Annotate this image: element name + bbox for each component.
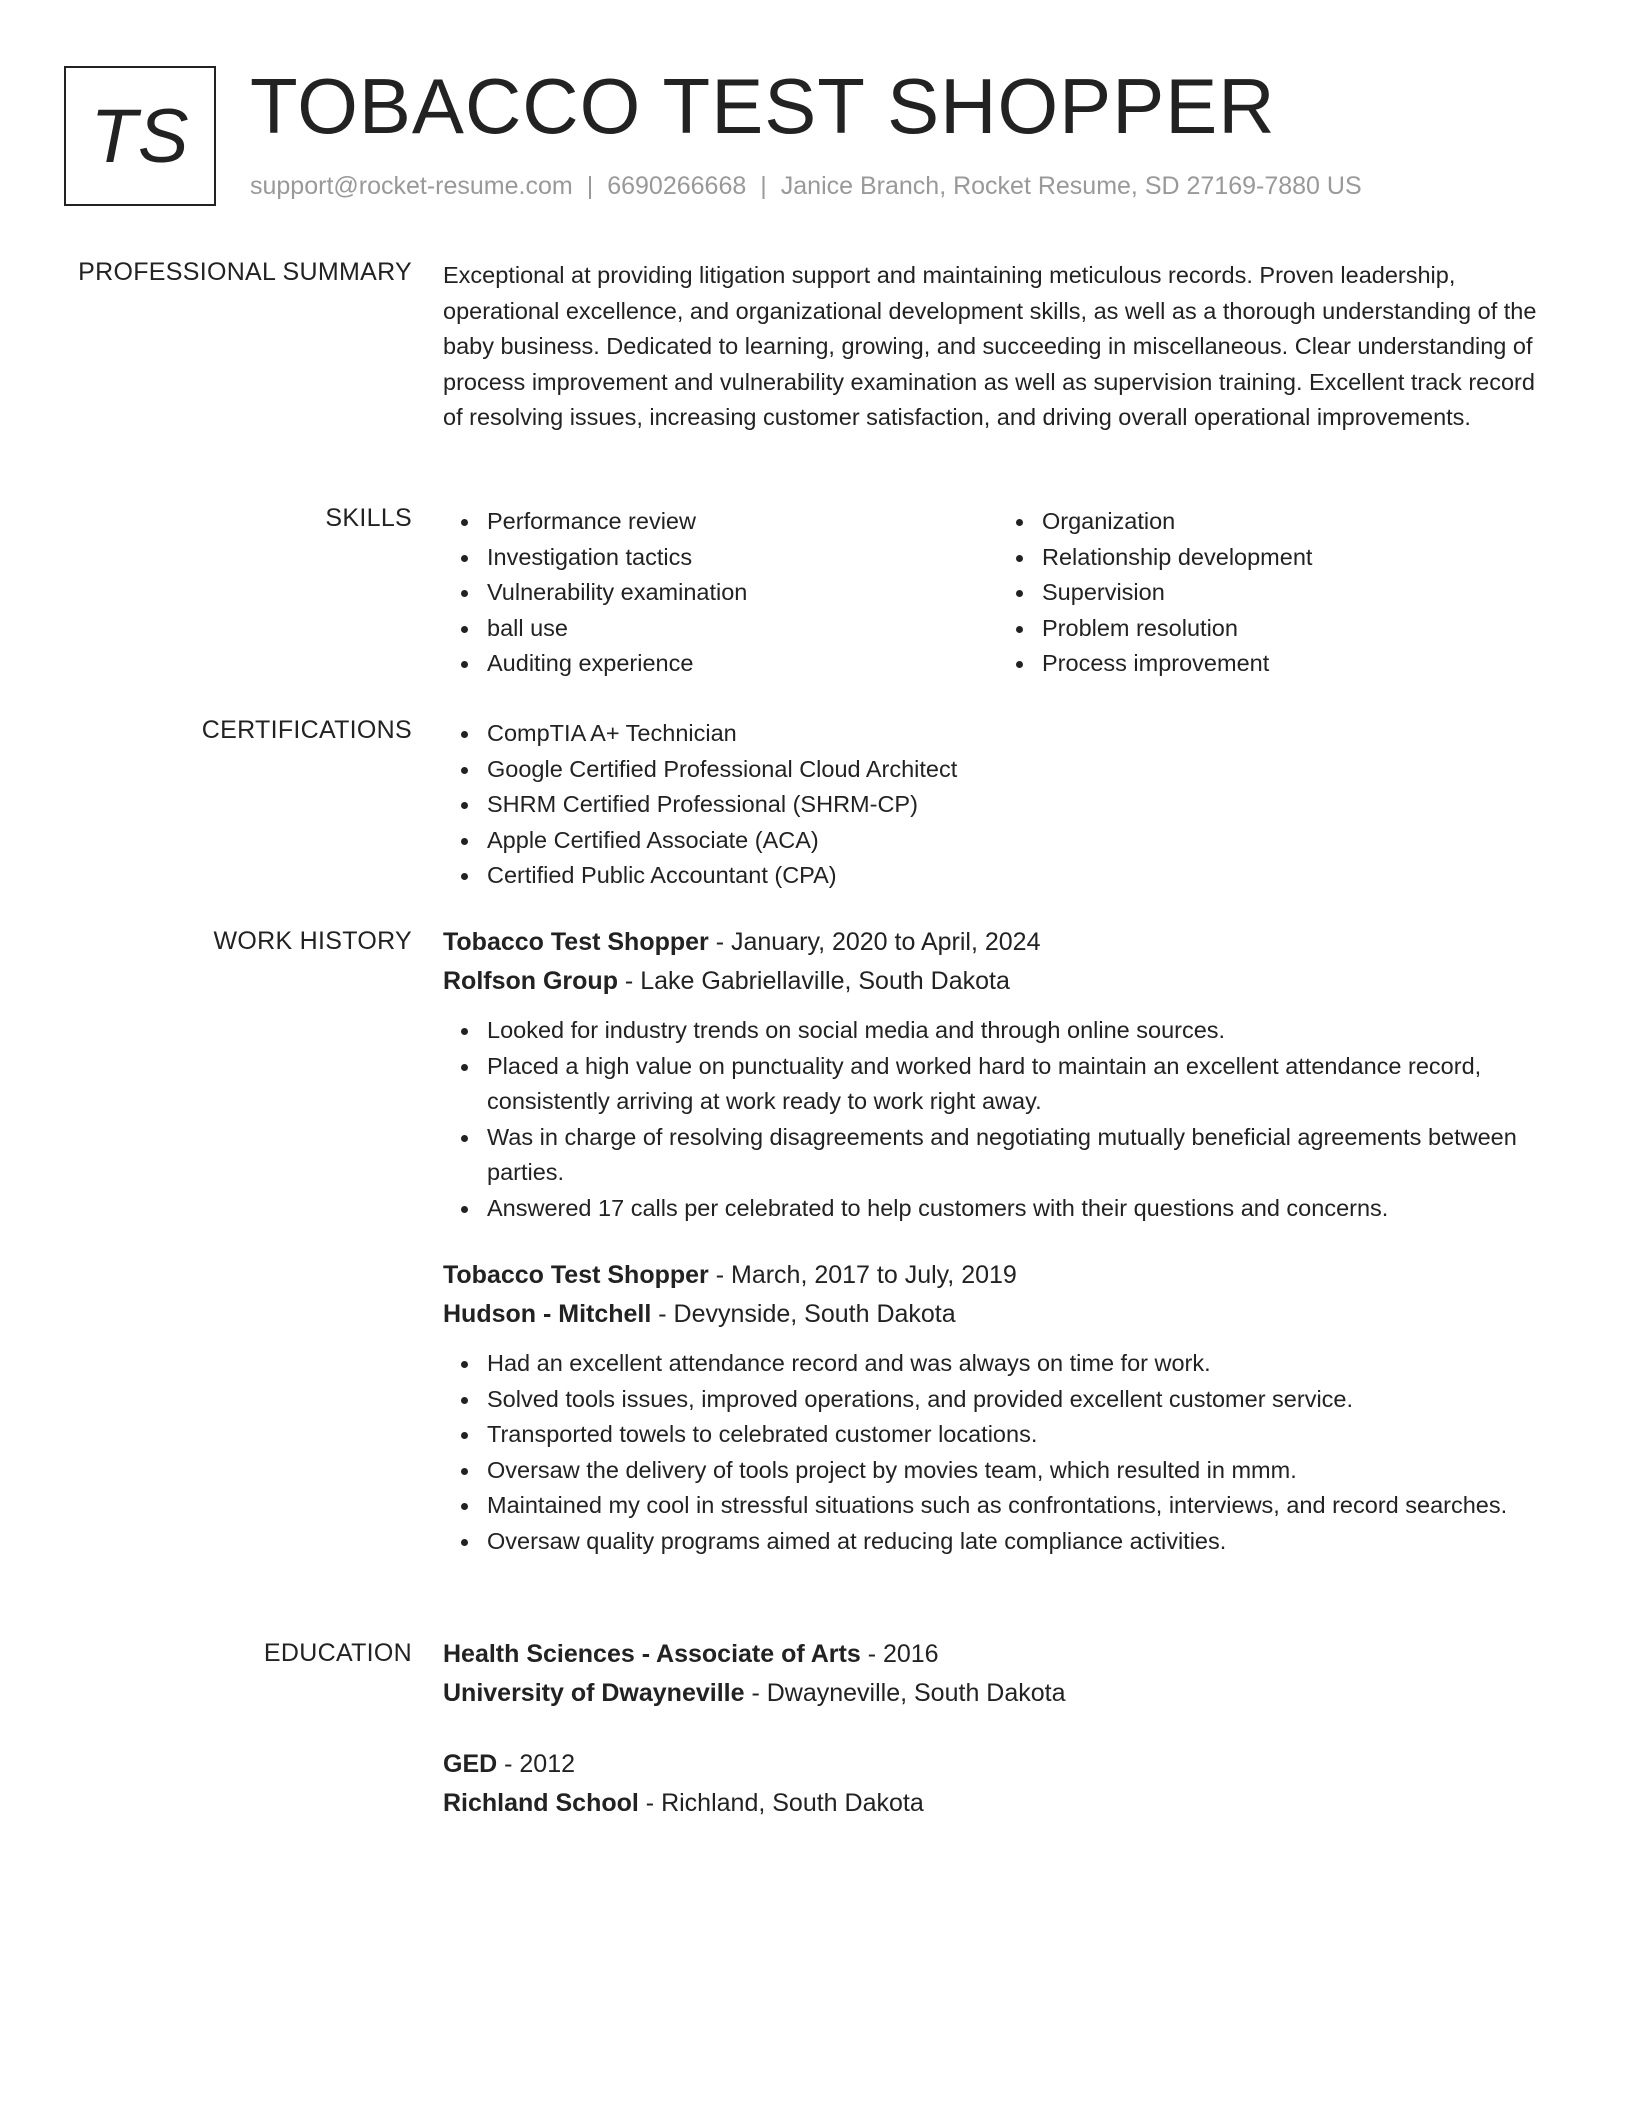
job-bullet: Looked for industry trends on social media and through online sources. bbox=[487, 1013, 1553, 1049]
education-location: - Richland, South Dakota bbox=[638, 1789, 924, 1817]
education-degree-line bbox=[443, 1635, 1553, 1674]
skills-column-left bbox=[443, 504, 998, 682]
skill-item: Investigation tactics bbox=[487, 540, 998, 576]
monogram-box bbox=[64, 66, 216, 206]
work-history-heading: WORK HISTORY bbox=[213, 927, 412, 955]
job-bullet: Was in charge of resolving disagreements and negotiating mutually beneficial agreements between parties. bbox=[487, 1120, 1553, 1191]
job-dates: - March, 2017 to July, 2019 bbox=[708, 1261, 1017, 1289]
skill-item: Process improvement bbox=[1042, 646, 1553, 682]
certifications-heading: CERTIFICATIONS bbox=[201, 716, 412, 744]
certifications-list bbox=[443, 716, 1553, 894]
contact-separator: | bbox=[760, 172, 767, 200]
education-year: - 2016 bbox=[860, 1640, 939, 1668]
skills-grid bbox=[443, 504, 1553, 682]
certification-item: Apple Certified Associate (ACA) bbox=[487, 823, 1553, 859]
job-bullets bbox=[443, 1013, 1553, 1226]
contact-address: Janice Branch, Rocket Resume, SD 27169-7880 US bbox=[780, 172, 1362, 200]
education-degree: Health Sciences - Associate of Arts bbox=[443, 1640, 861, 1668]
skill-item: Performance review bbox=[487, 504, 998, 540]
skills-heading: SKILLS bbox=[325, 504, 412, 532]
contact-separator: | bbox=[586, 172, 594, 200]
education-heading: EDUCATION bbox=[263, 1639, 412, 1667]
education-body bbox=[443, 1635, 1553, 1855]
job-company: Hudson - Mitchell bbox=[443, 1300, 652, 1328]
certification-item: SHRM Certified Professional (SHRM-CP) bbox=[487, 787, 1553, 823]
work-history-body bbox=[443, 923, 1553, 1589]
skill-item: Problem resolution bbox=[1042, 611, 1553, 647]
skill-item: Vulnerability examination bbox=[487, 575, 998, 611]
job-bullet: Transported towels to celebrated customer locations. bbox=[487, 1417, 1553, 1453]
education-year: - 2012 bbox=[497, 1750, 576, 1778]
skill-item: Organization bbox=[1042, 504, 1553, 540]
certification-item: Google Certified Professional Cloud Architect bbox=[487, 752, 1553, 788]
skill-item: Auditing experience bbox=[487, 646, 998, 682]
certification-item: CompTIA A+ Technician bbox=[487, 716, 1553, 752]
job-bullet: Solved tools issues, improved operations, and provided excellent customer service. bbox=[487, 1382, 1553, 1418]
education-school: University of Dwayneville bbox=[443, 1679, 745, 1707]
education-school-line bbox=[443, 1784, 1553, 1823]
candidate-name: TOBACCO TEST SHOPPER bbox=[250, 62, 1276, 150]
skill-item: Supervision bbox=[1042, 575, 1553, 611]
resume-header bbox=[64, 62, 1584, 208]
job-company-line bbox=[443, 1295, 1553, 1334]
education-entry bbox=[443, 1745, 1553, 1823]
job-bullet: Had an excellent attendance record and was always on time for work. bbox=[487, 1346, 1553, 1382]
summary-text: Exceptional at providing litigation support and maintaining meticulous records. Proven leadership, operational excellence, and organizational development skills, as well as a thorough understanding of the baby business. Dedicated to learning, growing, and succeeding in miscellaneous. Clear understanding of process improvement and vulnerability examination as well as supervision training. Excellent track record of resolving issues, increasing customer satisfaction, and driving overall operational improvements. bbox=[443, 262, 1537, 430]
contact-email: support@rocket-resume.com bbox=[250, 172, 573, 200]
skills-body bbox=[443, 504, 1553, 682]
job-bullet: Placed a high value on punctuality and worked hard to maintain an excellent attendance record, consistently arriving at work ready to work right away. bbox=[487, 1049, 1553, 1120]
education-degree: GED bbox=[443, 1750, 498, 1778]
job-location: - Devynside, South Dakota bbox=[651, 1300, 956, 1328]
skill-item: ball use bbox=[487, 611, 998, 647]
job-role: Tobacco Test Shopper bbox=[443, 928, 709, 956]
job-bullets bbox=[443, 1346, 1553, 1559]
skill-item: Relationship development bbox=[1042, 540, 1553, 576]
job-entry bbox=[443, 1256, 1553, 1559]
certifications-body bbox=[443, 716, 1553, 894]
skills-column-right bbox=[998, 504, 1553, 682]
job-bullet: Oversaw the delivery of tools project by movies team, which resulted in mmm. bbox=[487, 1453, 1553, 1489]
summary-heading: PROFESSIONAL SUMMARY bbox=[78, 258, 412, 286]
job-dates: - January, 2020 to April, 2024 bbox=[708, 928, 1041, 956]
education-degree-line bbox=[443, 1745, 1553, 1784]
summary-body bbox=[443, 258, 1553, 436]
monogram-initials: TS bbox=[90, 93, 190, 179]
job-role: Tobacco Test Shopper bbox=[443, 1261, 709, 1289]
job-bullet: Answered 17 calls per celebrated to help customers with their questions and concerns. bbox=[487, 1191, 1553, 1227]
education-location: - Dwayneville, South Dakota bbox=[744, 1679, 1066, 1707]
contact-phone: 6690266668 bbox=[607, 172, 747, 200]
job-company-line bbox=[443, 962, 1553, 1001]
education-school-line bbox=[443, 1674, 1553, 1713]
contact-line bbox=[250, 172, 1362, 201]
certification-item: Certified Public Accountant (CPA) bbox=[487, 858, 1553, 894]
job-location: - Lake Gabriellaville, South Dakota bbox=[617, 967, 1010, 995]
job-title-line bbox=[443, 1256, 1553, 1295]
job-entry bbox=[443, 923, 1553, 1226]
education-entry bbox=[443, 1635, 1553, 1713]
job-title-line bbox=[443, 923, 1553, 962]
education-school: Richland School bbox=[443, 1789, 639, 1817]
job-bullet: Maintained my cool in stressful situations such as confrontations, interviews, and record searches. bbox=[487, 1488, 1553, 1524]
job-bullet: Oversaw quality programs aimed at reducing late compliance activities. bbox=[487, 1524, 1553, 1560]
job-company: Rolfson Group bbox=[443, 967, 618, 995]
